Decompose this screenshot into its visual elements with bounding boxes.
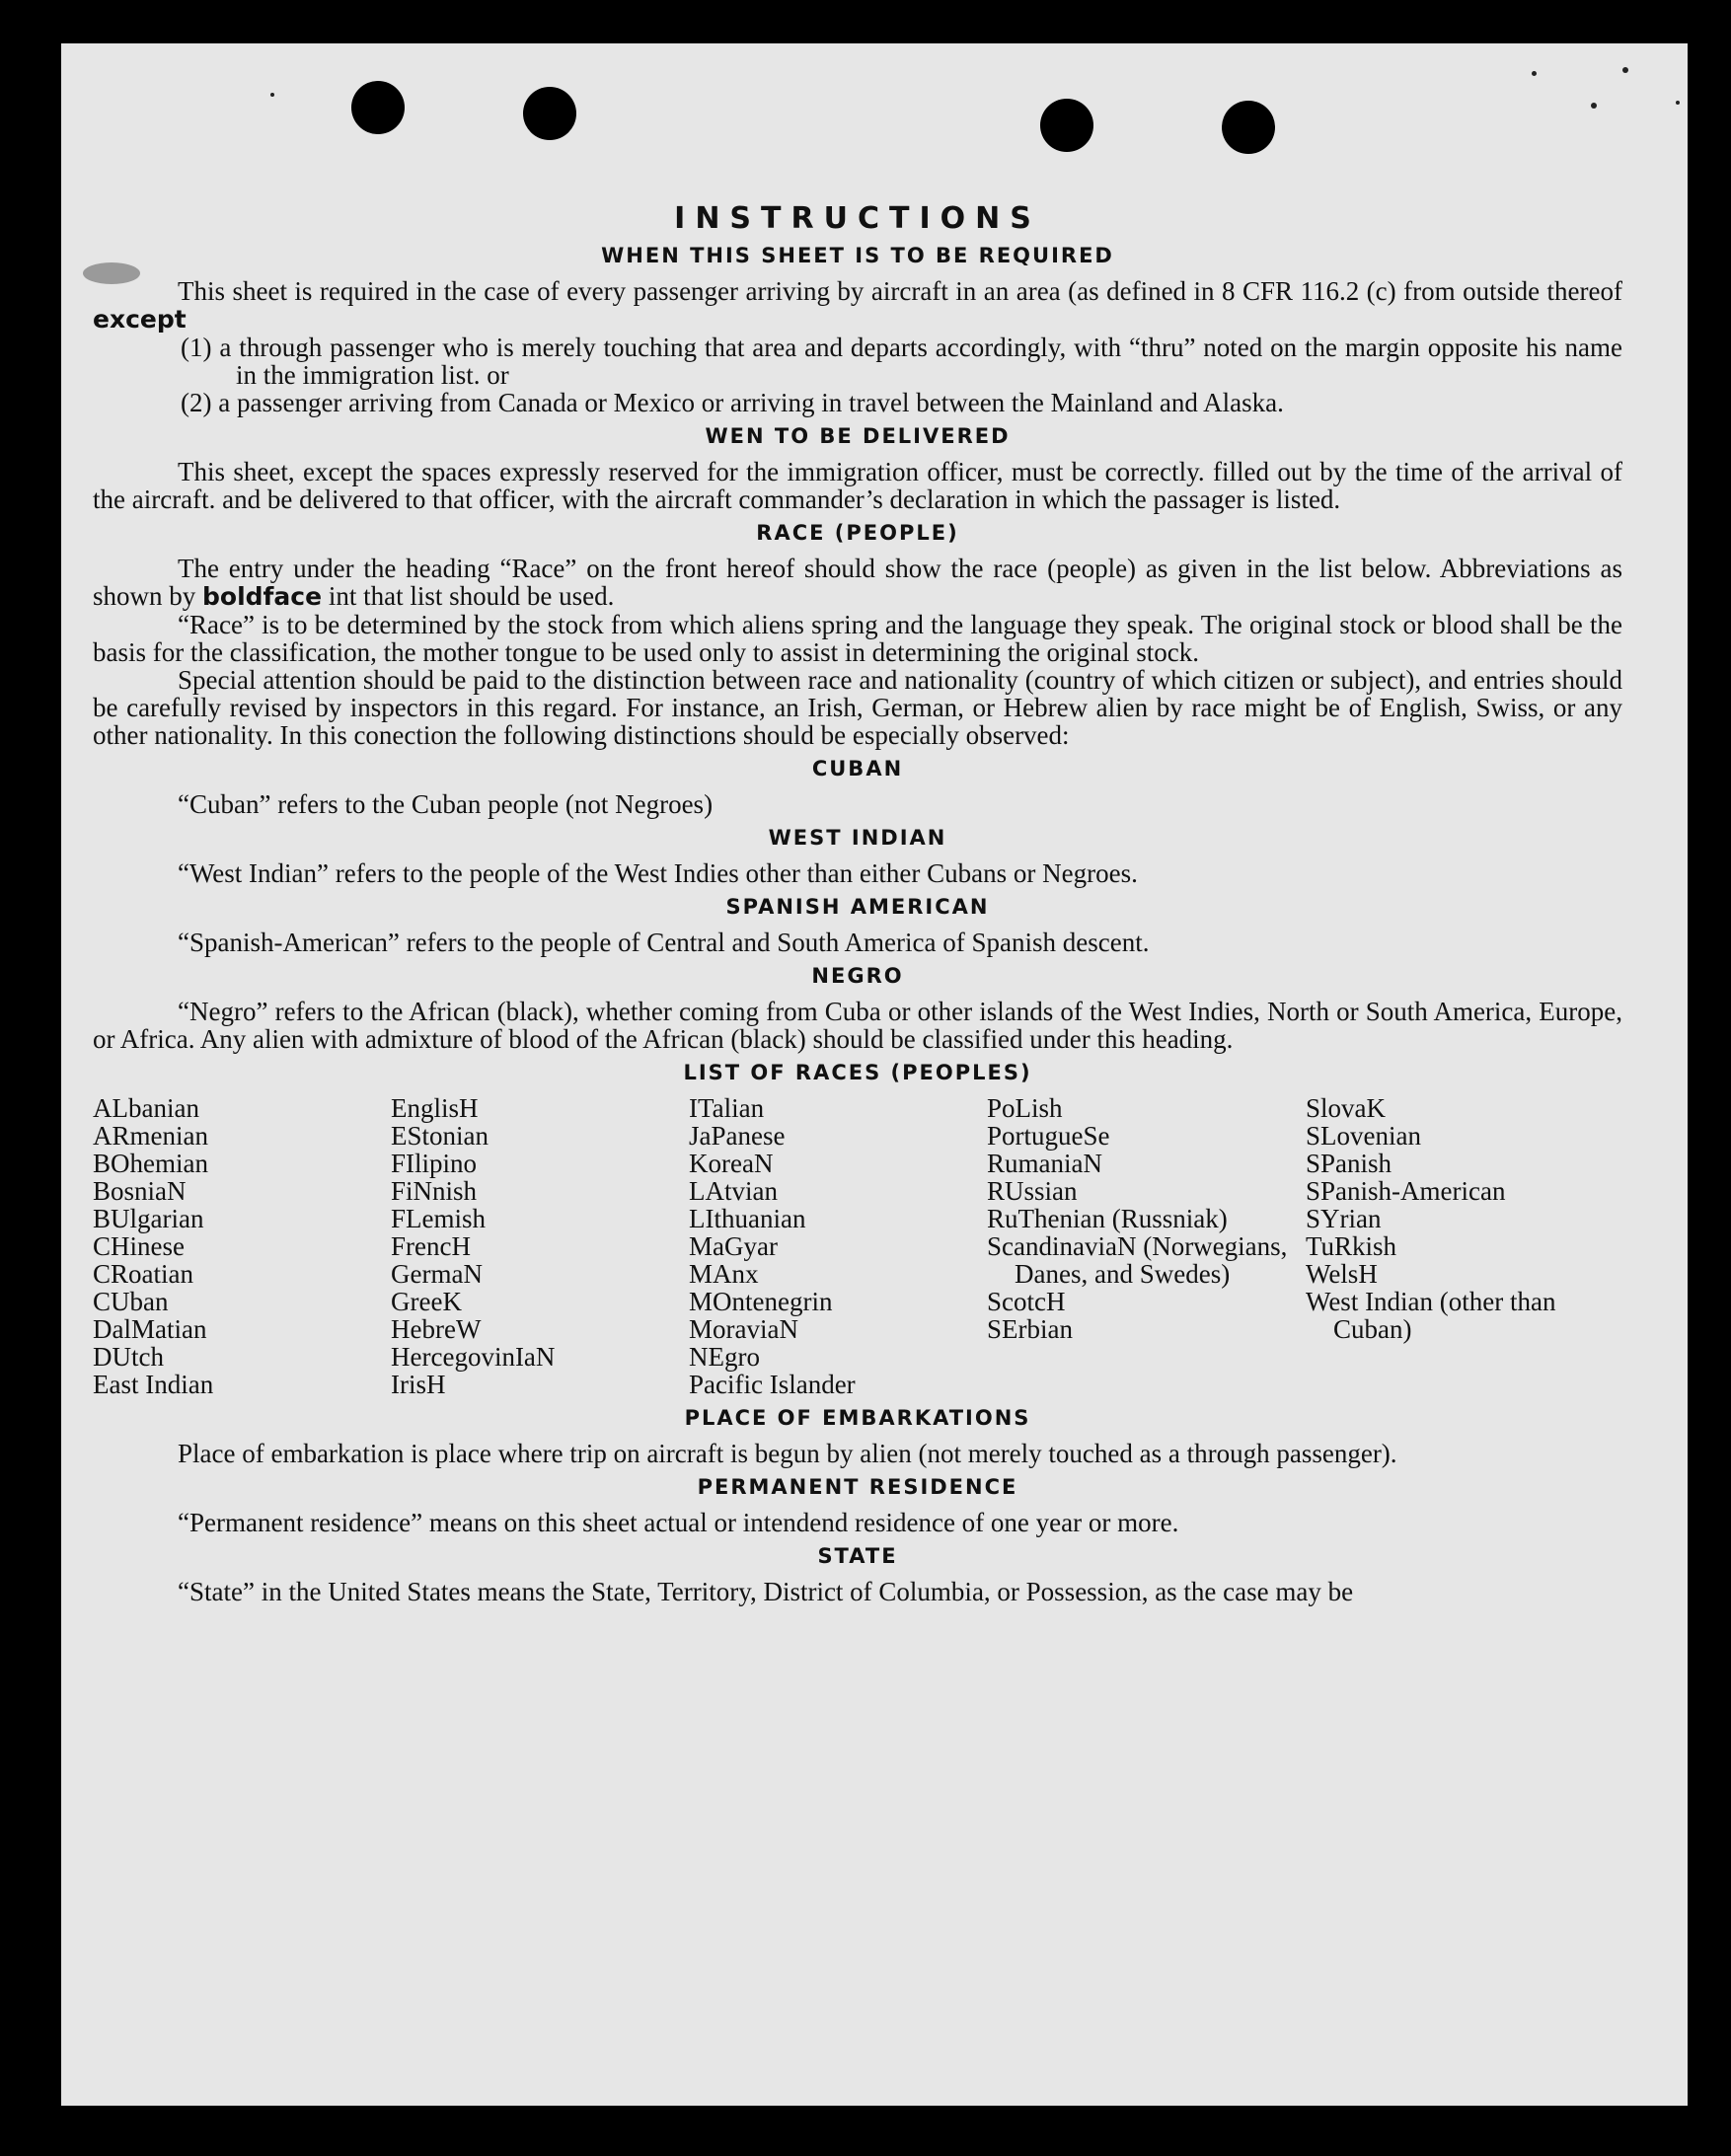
speck <box>1591 103 1597 109</box>
race-item: KoreaN <box>689 1149 774 1178</box>
race-item: MOntenegrin <box>689 1287 833 1316</box>
race-item: RuThenian (Russniak) <box>987 1204 1228 1233</box>
section-heading: NEGRO <box>811 964 904 988</box>
race-item: SYrian <box>1306 1204 1382 1233</box>
race-item: CUban <box>93 1287 169 1316</box>
speck <box>1532 71 1537 76</box>
speck <box>270 93 274 97</box>
punch-hole <box>1222 101 1275 154</box>
paragraph-text: This sheet is required in the case of every passenger arriving by aircraft in an area (as defined in 8 CFR 116.2 (c) from outside thereof <box>178 276 1622 306</box>
races-column <box>1306 1094 1602 1398</box>
list-item: (1) a through passenger who is merely touching that area and departs accordingly, with “thru” noted on the margin opposite his name in the immigration list. or <box>181 333 1622 390</box>
race-item: JaPanese <box>689 1121 786 1151</box>
race-item: PoLish <box>987 1093 1063 1123</box>
race-item: TuRkish <box>1306 1231 1397 1261</box>
race-item: HercegovinIaN <box>391 1342 556 1372</box>
race-item: SPanish <box>1306 1149 1392 1178</box>
race-item: DUtch <box>93 1342 164 1372</box>
race-item: FrencH <box>391 1231 471 1261</box>
race-item: MAnx <box>689 1259 759 1289</box>
paragraph: This sheet, except the spaces expressly reserved for the immigration officer, must be correctly. filled out by the time of the arrival of the aircraft. and be delivered to that officer, with the aircraft commander’s declaration in which the passager is listed. <box>93 457 1622 514</box>
paragraph: “State” in the United States means the State, Territory, District of Columbia, or Possession, as the case may be <box>178 1577 1354 1606</box>
race-item: PortugueSe <box>987 1121 1110 1151</box>
race-item: FIlipino <box>391 1149 478 1178</box>
race-item: SErbian <box>987 1314 1073 1344</box>
race-item: CRoatian <box>93 1259 193 1289</box>
paragraph: Special attention should be paid to the distinction between race and nationality (country of which citizen or subject), and entries should be carefully revised by inspectors in this regard. For instance, an Irish, German, or Hebrew alien by race might be of English, Swiss, or any other nationality. In this conection the following distinctions should be especially observed: <box>93 665 1622 750</box>
race-item: NEgro <box>689 1342 760 1372</box>
speck <box>1622 67 1628 73</box>
race-item: ScotcH <box>987 1287 1066 1316</box>
paragraph-text: int that list should be used. <box>328 581 615 611</box>
races-column <box>391 1094 689 1398</box>
section-heading: WEST INDIAN <box>768 826 947 850</box>
race-item: East Indian <box>93 1370 214 1399</box>
race-item: SLovenian <box>1306 1121 1421 1151</box>
race-item: EStonian <box>391 1121 489 1151</box>
race-item: SPanish-American <box>1306 1176 1506 1206</box>
paragraph <box>93 277 1622 334</box>
race-item: BOhemian <box>93 1149 208 1178</box>
race-item: CHinese <box>93 1231 185 1261</box>
section-heading: SPANISH AMERICAN <box>725 895 990 919</box>
paragraph: “Negro” refers to the African (black), whether coming from Cuba or other islands of the West Indies, North or South America, Europe, or Africa. Any alien with admixture of blood of the African (black) should be classified under this heading. <box>93 997 1622 1054</box>
race-item: EnglisH <box>391 1093 479 1123</box>
race-item: ITalian <box>689 1093 765 1123</box>
race-item: LIthuanian <box>689 1204 806 1233</box>
paragraph: “Cuban” refers to the Cuban people (not Negroes) <box>178 789 714 819</box>
paragraph: “Spanish-American” refers to the people of Central and South America of Spanish descent. <box>178 928 1150 957</box>
punch-hole <box>1040 99 1093 152</box>
race-item: Pacific Islander <box>689 1370 856 1399</box>
race-item: SlovaK <box>1306 1093 1386 1123</box>
race-item: HebreW <box>391 1314 482 1344</box>
paragraph <box>93 555 1622 611</box>
list-item: (2) a passenger arriving from Canada or Mexico or arriving in travel between the Mainland and Alaska. <box>181 388 1284 417</box>
instructions-body <box>93 201 1622 1605</box>
section-heading: WHEN THIS SHEET IS TO BE REQUIRED <box>601 244 1114 267</box>
races-column <box>93 1094 391 1398</box>
race-item: BosniaN <box>93 1176 187 1206</box>
race-item: WelsH <box>1306 1259 1378 1289</box>
race-item: GreeK <box>391 1287 462 1316</box>
paragraph: “Race” is to be determined by the stock from which aliens spring and the language they speak. The original stock or blood shall be the basis for the classification, the mother tongue to be used only to assist in determining the original stock. <box>93 610 1622 667</box>
section-heading: PERMANENT RESIDENCE <box>697 1475 1018 1499</box>
race-item: West Indian (other than Cuban) <box>1306 1287 1556 1344</box>
section-heading: PLACE OF EMBARKATIONS <box>684 1406 1031 1430</box>
race-item: ALbanian <box>93 1093 199 1123</box>
race-item: LAtvian <box>689 1176 778 1206</box>
speck <box>1676 101 1680 105</box>
race-item: MaGyar <box>689 1231 778 1261</box>
race-item: RumaniaN <box>987 1149 1102 1178</box>
race-item: ARmenian <box>93 1121 208 1151</box>
section-heading: LIST OF RACES (PEOPLES) <box>683 1061 1032 1084</box>
race-item: ScandinaviaN (Norwegians, Danes, and Swedes) <box>987 1231 1288 1289</box>
race-item: MoraviaN <box>689 1314 798 1344</box>
punch-hole <box>351 81 405 134</box>
section-heading: CUBAN <box>811 757 904 781</box>
page-title: INSTRUCTIONS <box>674 201 1041 236</box>
races-column <box>987 1094 1306 1398</box>
race-item: GermaN <box>391 1259 483 1289</box>
paragraph: “Permanent residence” means on this sheet actual or intendend residence of one year or more. <box>178 1508 1179 1537</box>
races-list <box>93 1094 1622 1398</box>
race-item: BUlgarian <box>93 1204 204 1233</box>
section-heading: STATE <box>817 1544 898 1568</box>
race-item: IrisH <box>391 1370 446 1399</box>
keyword: except <box>93 305 187 334</box>
race-item: FiNnish <box>391 1176 478 1206</box>
races-column <box>689 1094 987 1398</box>
race-item: FLemish <box>391 1204 487 1233</box>
punch-hole <box>523 87 576 140</box>
paragraph-text: The entry under the heading “Race” on the front hereof should show the race (people) as given in the list below. Abbreviations as shown by <box>93 554 1622 611</box>
document-page <box>61 43 1688 2106</box>
paragraph: “West Indian” refers to the people of the West Indies other than either Cubans or Negroes. <box>178 858 1138 888</box>
section-heading: WEN TO BE DELIVERED <box>705 424 1011 448</box>
keyword: boldface <box>202 582 323 611</box>
paragraph: Place of embarkation is place where trip on aircraft is begun by alien (not merely touched as a through passenger). <box>178 1439 1397 1468</box>
race-item: DalMatian <box>93 1314 207 1344</box>
race-item: RUssian <box>987 1176 1078 1206</box>
section-heading: RACE (PEOPLE) <box>756 521 959 545</box>
